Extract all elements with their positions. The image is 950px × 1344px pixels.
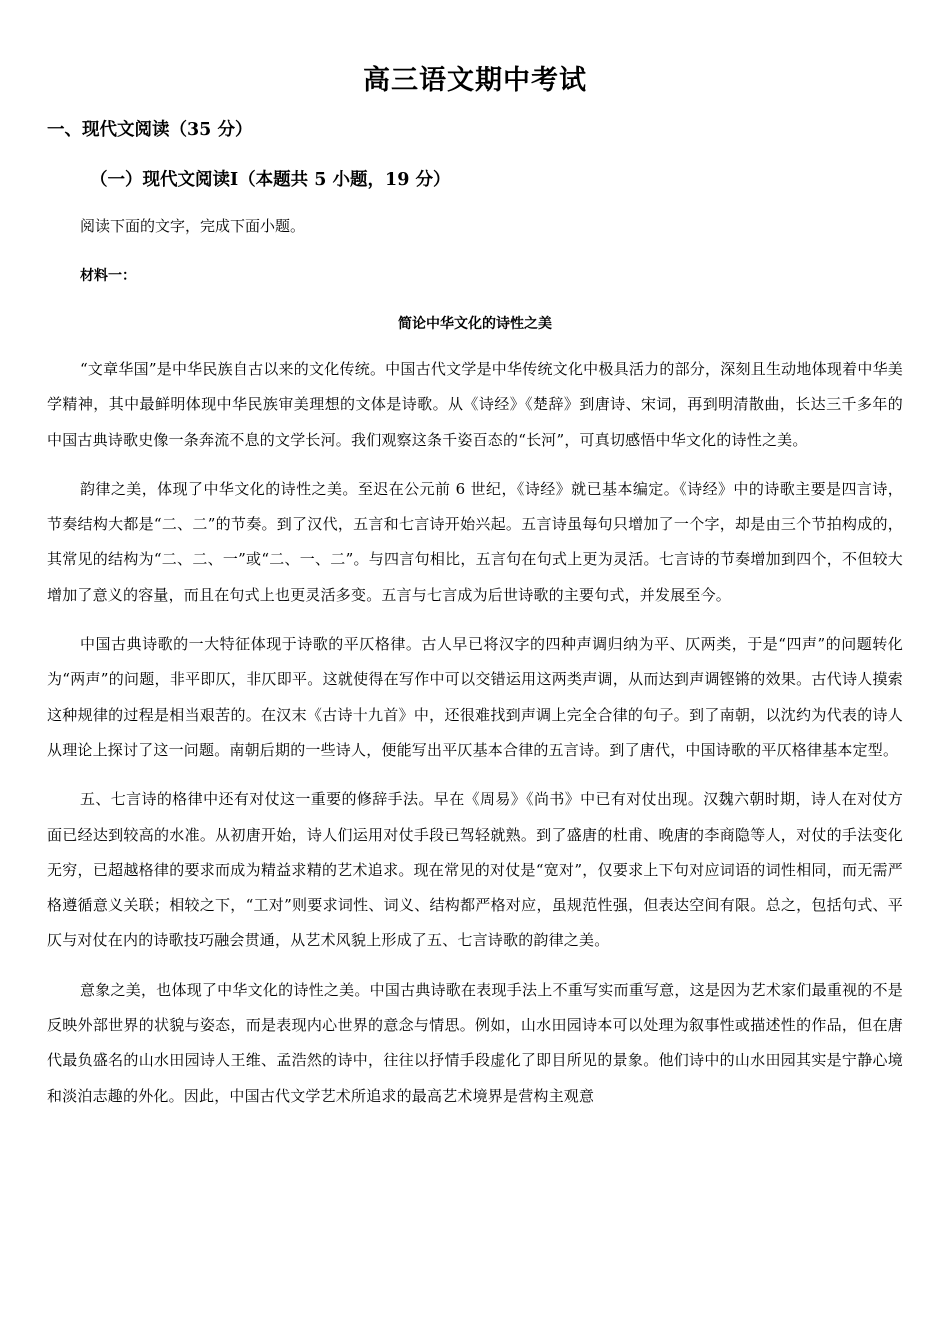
- paragraph-1: “文章华国”是中华民族自古以来的文化传统。中国古代文学是中华传统文化中极具活力的部分，深刻且生动地体现着中华美学精神，其中最鲜明体现中华民族审美理想的文体是诗歌。从《诗经》《楚辞》到唐诗、宋词，再到明清散曲，长达三千多年的中国古典诗歌史像一条奔流不息的文学长河。我们观察这条千姿百态的“长河”，可真切感悟中华文化的诗性之美。: [47, 360, 903, 449]
- exam-title: 高三语文期中考试: [363, 65, 587, 96]
- subsection-heading: （一）现代文阅读Ⅰ（本题共 5 小题，19 分）: [90, 170, 451, 190]
- paragraph-5: 意象之美，也体现了中华文化的诗性之美。中国古典诗歌在表现手法上不重写实而重写意，这是因为艺术家们最重视的不是反映外部世界的状貌与姿态，而是表现内心世界的意念与情思。例如，山水田园诗本可以处理为叙事性或描述性的作品，但在唐代最负盛名的山水田园诗人王维、孟浩然的诗中，往往以抒情手段虚化了即目所见的景象。他们诗中的山水田园其实是宁静心境和淡泊志趣的外化。因此，中国古代文学艺术所追求的最高艺术境界是营构主观意: [47, 980, 903, 1105]
- article-title: 简论中华文化的诗性之美: [398, 316, 552, 332]
- section-heading: 一、现代文阅读（35 分）: [47, 120, 253, 140]
- paragraph-2: 韵律之美，体现了中华文化的诗性之美。至迟在公元前 6 世纪，《诗经》就已基本编定。《诗经》中的诗歌主要是四言诗，节奏结构大都是“二、二”的节奏。到了汉代，五言和七言诗开始兴起。五言诗虽每句只增加了一个字，却是由三个节拍构成的，其常见的结构为“二、二、一”或“二、一、二”。与四言句相比，五言句在句式上更为灵活。七言诗的节奏增加到四个，不但较大增加了意义的容量，而且在句式上也更灵活多变。五言与七言成为后世诗歌的主要句式，并发展至今。: [47, 479, 903, 604]
- paragraph-4: 五、七言诗的格律中还有对仗这一重要的修辞手法。早在《周易》《尚书》中已有对仗出现。汉魏六朝时期，诗人在对仗方面已经达到较高的水准。从初唐开始，诗人们运用对仗手段已驾轻就熟。到了盛唐的杜甫、晚唐的李商隐等人，对仗的手法变化无穷，已超越格律的要求而成为精益求精的艺术追求。现在常见的对仗是“宽对”，仅要求上下句对应词语的词性相同，而无需严格遵循意义关联；相较之下，“工对”则要求词性、词义、结构都严格对应，虽规范性强，但表达空间有限。总之，包括句式、平仄与对仗在内的诗歌技巧融会贯通，从艺术风貌上形成了五、七言诗歌的韵律之美。: [47, 790, 903, 950]
- paragraph-3: 中国古典诗歌的一大特征体现于诗歌的平仄格律。古人早已将汉字的四种声调归纳为平、仄两类，于是“四声”的问题转化为“两声”的问题，非平即仄，非仄即平。这就使得在写作中可以交错运用这两类声调，从而达到声调铿锵的效果。古代诗人摸索这种规律的过程是相当艰苦的。在汉末《古诗十九首》中，还很难找到声调上完全合律的句子。到了南朝，以沈约为代表的诗人从理论上探讨了这一问题。南朝后期的一些诗人，便能写出平仄基本合律的五言诗。到了唐代，中国诗歌的平仄格律基本定型。: [47, 635, 903, 759]
- material-label: 材料一：: [80, 268, 136, 284]
- article-body: [47, 352, 903, 1128]
- reading-instruction: 阅读下面的文字，完成下面小题。: [80, 217, 306, 235]
